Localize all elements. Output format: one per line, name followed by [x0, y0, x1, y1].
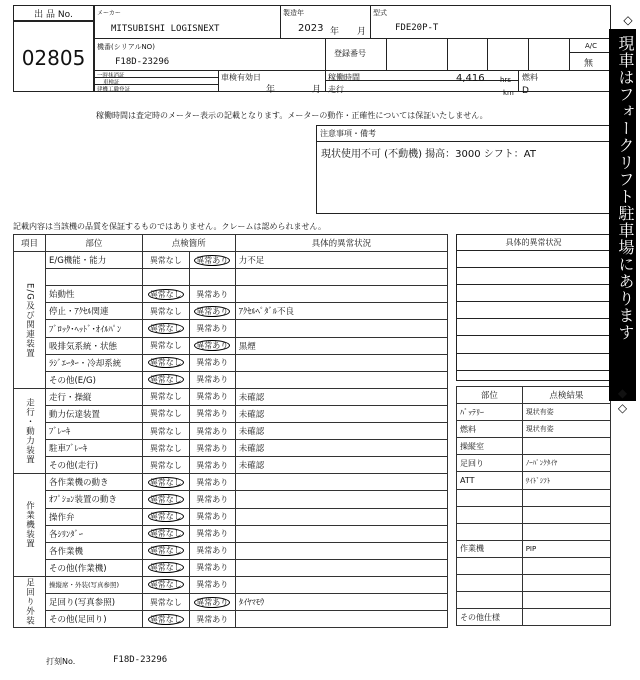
result-row	[457, 575, 611, 592]
cert-vehicle: 車検証	[103, 80, 120, 86]
check-ng-label: 異常あり	[196, 597, 229, 607]
result-part	[457, 575, 523, 592]
fuel-label: 燃料	[522, 73, 538, 82]
result-part: ﾊﾞｯﾃﾘｰ	[457, 404, 523, 421]
check-ok	[142, 320, 189, 337]
detail	[235, 542, 447, 559]
part-name: 各作業機の動き	[45, 474, 142, 491]
detail: 未確認	[235, 457, 447, 474]
table-row	[14, 388, 448, 405]
table-row	[14, 337, 448, 354]
result-row	[457, 557, 611, 574]
result-row	[457, 421, 611, 438]
check-ok	[142, 593, 189, 610]
detail-line	[456, 353, 611, 370]
check-ok-label: 異常なし	[149, 409, 182, 419]
check-ng-label: 異常あり	[196, 546, 229, 556]
part-name	[45, 269, 142, 286]
check-ok	[142, 474, 189, 491]
result-row	[457, 523, 611, 540]
header-details: 具体的異常状況	[235, 235, 447, 252]
table-row	[14, 491, 448, 508]
result-value: ｻｲﾄﾞｼﾌﾄ	[522, 472, 610, 489]
detail-line	[456, 370, 611, 387]
table-row	[14, 508, 448, 525]
result-part: 足回り	[457, 455, 523, 472]
part-name: ﾌﾞﾛｯｸ･ﾍｯﾄﾞ･ｵｲﾙﾊﾟﾝ	[45, 320, 142, 337]
diamond-bottom-2: ◇	[617, 401, 628, 415]
notes-label: 注意事項・備考	[320, 129, 376, 138]
quality-disclaimer: 記載内容は当該機の品質を保証するものではありません。クレームは認められません。	[13, 222, 326, 231]
result-value	[522, 489, 610, 506]
check-ng	[189, 525, 235, 542]
check-ng	[189, 576, 235, 593]
table-row	[14, 269, 448, 286]
check-ng	[189, 593, 235, 610]
check-ok	[142, 388, 189, 405]
stamp-label: 打刻No.	[46, 657, 76, 666]
reg-label: 登録番号	[334, 49, 366, 58]
table-row	[14, 405, 448, 422]
table-row	[14, 286, 448, 303]
check-ng-label: 異常あり	[196, 460, 229, 470]
check-ng-label: 異常あり	[196, 358, 229, 368]
part-name: 各作業機	[45, 542, 142, 559]
result-value: ﾉｰﾊﾟﾝｸﾀｲﾔ	[522, 455, 610, 472]
check-ng-label: 異常あり	[196, 529, 229, 539]
result-row	[457, 404, 611, 421]
detail	[235, 525, 447, 542]
check-ng	[189, 286, 235, 303]
result-value	[522, 592, 610, 609]
check-ng	[189, 269, 235, 286]
check-ok	[142, 286, 189, 303]
check-ok	[142, 525, 189, 542]
table-header-row	[14, 235, 448, 252]
table-row	[14, 542, 448, 559]
result-part: 作業機	[457, 540, 523, 557]
check-ok-label: 異常なし	[149, 341, 182, 351]
check-ng	[189, 491, 235, 508]
check-ok	[142, 611, 189, 628]
side-banner	[609, 29, 636, 401]
check-ng	[189, 371, 235, 388]
check-ok-label: 異常なし	[149, 494, 182, 504]
result-row	[457, 540, 611, 557]
km-label: 走行	[328, 85, 344, 94]
part-name: 始動性	[45, 286, 142, 303]
check-ok-label: 異常なし	[149, 306, 182, 316]
group-label: 作業機装置	[14, 474, 46, 577]
check-ng-label: 異常あり	[196, 580, 229, 590]
detail	[235, 269, 447, 286]
result-value: PIP	[522, 540, 610, 557]
diamond-top: ◇	[623, 13, 633, 27]
check-ng-label: 異常あり	[196, 614, 229, 624]
check-ok	[142, 371, 189, 388]
result-value	[522, 609, 610, 626]
detail: 力不足	[235, 252, 447, 269]
part-name: その他(走行)	[45, 457, 142, 474]
check-ok-label: 異常なし	[149, 358, 182, 368]
part-name: 足回り(写真参照)	[45, 593, 142, 610]
check-ng	[189, 440, 235, 457]
group-label: 足回り外装	[14, 576, 46, 627]
lot-number: 02805	[21, 46, 86, 70]
result-header-result: 点検結果	[522, 387, 610, 404]
year-unit: 年	[330, 27, 340, 37]
diamond-bottom-1: ◆	[617, 386, 628, 400]
check-ng-label: 異常あり	[196, 512, 229, 522]
check-ng-label: 異常あり	[196, 255, 229, 265]
year-label: 製造年	[283, 9, 304, 17]
result-row	[457, 592, 611, 609]
check-ok-label: 異常なし	[149, 580, 182, 590]
check-ng-label: 異常あり	[196, 375, 229, 385]
check-ng-label: 異常あり	[196, 477, 229, 487]
part-name: その他(E/G)	[45, 371, 142, 388]
detail-line	[456, 250, 611, 267]
part-name: ｵﾌﾟｼｮﾝ装置の動き	[45, 491, 142, 508]
model-value: FDE20P-T	[395, 23, 439, 33]
check-ng	[189, 388, 235, 405]
table-row	[14, 354, 448, 371]
check-ok-label: 異常なし	[149, 563, 182, 573]
detail-line	[456, 284, 611, 301]
check-ng	[189, 354, 235, 371]
result-value	[522, 438, 610, 455]
hours-label: 稼働時間	[328, 73, 360, 82]
serial-value: F18D-23296	[115, 57, 170, 67]
table-row	[14, 593, 448, 610]
insp-month-unit: 月	[312, 85, 322, 95]
check-ok	[142, 576, 189, 593]
check-ng	[189, 337, 235, 354]
cert-temp-cancel: 一時抹消証	[97, 73, 125, 79]
check-ng-label: 異常あり	[196, 563, 229, 573]
check-ng-label: 異常あり	[196, 443, 229, 453]
check-ok-label: 異常なし	[149, 460, 182, 470]
result-row	[457, 438, 611, 455]
result-part	[457, 592, 523, 609]
result-part: その他仕様	[457, 609, 523, 626]
result-value	[522, 506, 610, 523]
check-ok-label: 異常なし	[149, 512, 182, 522]
check-ok-label: 異常なし	[149, 477, 182, 487]
part-name: その他(足回り)	[45, 611, 142, 628]
check-ok-label: 異常なし	[149, 614, 182, 624]
check-ng	[189, 457, 235, 474]
stamp-value: F18D-23296	[113, 655, 168, 665]
detail: 未確認	[235, 405, 447, 422]
check-ng	[189, 252, 235, 269]
header-item: 項目	[14, 235, 46, 252]
detail	[235, 559, 447, 576]
table-row	[14, 423, 448, 440]
group-label: E/G及び関連装置	[14, 252, 46, 389]
part-name: 動力伝達装置	[45, 405, 142, 422]
check-ok-label: 異常なし	[149, 255, 182, 265]
result-row	[457, 506, 611, 523]
result-part	[457, 506, 523, 523]
check-ng-label: 異常あり	[196, 306, 229, 316]
detail: 未確認	[235, 388, 447, 405]
part-name: 操縦席・外装(写真参照)	[45, 576, 142, 593]
detail	[235, 491, 447, 508]
notes-text: 現状使用不可 (不動機) 揚高：3000 シフト：AT	[321, 149, 536, 160]
cert-construction: 建機工職登証	[97, 87, 131, 93]
detail: 黒煙	[235, 337, 447, 354]
detail-line	[456, 267, 611, 284]
detail-line	[456, 335, 611, 352]
result-part: 操縦室	[457, 438, 523, 455]
check-ok-label: 異常なし	[149, 392, 182, 402]
detail-line	[456, 301, 611, 318]
table-row	[14, 559, 448, 576]
check-ng-label: 異常あり	[196, 426, 229, 436]
header-part: 部位	[45, 235, 142, 252]
check-ok-label: 異常なし	[149, 375, 182, 385]
detail	[235, 611, 447, 628]
side-banner-text: 現車はフォークリフト駐車場にあります	[616, 35, 635, 341]
check-ng	[189, 611, 235, 628]
detail	[235, 354, 447, 371]
check-ok	[142, 457, 189, 474]
result-value: 現状有姿	[522, 404, 610, 421]
ac-label: A/C	[585, 42, 598, 50]
month-unit: 月	[357, 27, 367, 37]
detail	[235, 576, 447, 593]
table-row	[14, 320, 448, 337]
detail: ﾀｲﾔﾏﾓｳ	[235, 593, 447, 610]
detail-line	[456, 318, 611, 335]
check-ok-label: 異常なし	[149, 529, 182, 539]
lot-label: 出 品 No.	[34, 10, 73, 20]
part-name: ﾗｼﾞｴｰﾀｰ・冷却系統	[45, 354, 142, 371]
hours-value: 4,416	[456, 73, 485, 84]
result-value	[522, 523, 610, 540]
part-name: 操作弁	[45, 508, 142, 525]
maker-label: メーカー	[97, 10, 121, 17]
serial-label: 機番(シリアルNO)	[97, 43, 155, 51]
insp-year-unit: 年	[266, 85, 276, 95]
check-ok-label: 異常なし	[149, 546, 182, 556]
check-ok	[142, 269, 189, 286]
inspection-table	[13, 234, 448, 628]
result-part	[457, 523, 523, 540]
check-ng	[189, 320, 235, 337]
check-ok	[142, 508, 189, 525]
check-ok	[142, 559, 189, 576]
check-ok	[142, 405, 189, 422]
check-ok	[142, 303, 189, 320]
check-ng	[189, 542, 235, 559]
part-name: その他(作業機)	[45, 559, 142, 576]
check-ok	[142, 354, 189, 371]
check-ng	[189, 508, 235, 525]
result-part: ATT	[457, 472, 523, 489]
check-ok-label: 異常なし	[149, 443, 182, 453]
part-name: 各ｼﾘﾝﾀﾞｰ	[45, 525, 142, 542]
result-value: 現状有姿	[522, 421, 610, 438]
table-row	[14, 576, 448, 593]
check-ng-label: 異常あり	[196, 409, 229, 419]
check-ok	[142, 337, 189, 354]
check-ok	[142, 491, 189, 508]
result-value	[522, 575, 610, 592]
km-unit: km	[503, 89, 514, 97]
part-name: ﾌﾞﾚｰｷ	[45, 423, 142, 440]
check-ng-label: 異常あり	[196, 289, 229, 299]
ac-value: 無	[584, 59, 594, 69]
check-ng	[189, 474, 235, 491]
result-part: 燃料	[457, 421, 523, 438]
check-ng	[189, 303, 235, 320]
fuel-value: D	[522, 86, 529, 96]
model-label: 型式	[373, 9, 387, 17]
result-row	[457, 472, 611, 489]
result-row	[457, 609, 611, 626]
detail	[235, 371, 447, 388]
check-ok-label: 異常なし	[149, 289, 182, 299]
group-label: 走行・動力装置	[14, 388, 46, 473]
check-ng	[189, 405, 235, 422]
check-ok	[142, 252, 189, 269]
check-ok-label: 異常なし	[149, 324, 182, 334]
table-row	[14, 371, 448, 388]
result-row	[457, 489, 611, 506]
check-ng-label: 異常あり	[196, 324, 229, 334]
hours-disclaimer: 稼働時間は査定時のメーター表示の記載となります。メーターの動作・正確性については保証いたしません。	[96, 111, 488, 120]
check-ok	[142, 423, 189, 440]
table-row	[14, 252, 448, 269]
part-name: 駐車ﾌﾞﾚｰｷ	[45, 440, 142, 457]
table-row	[14, 303, 448, 320]
inspection-label: 車検有効日	[221, 73, 261, 82]
part-name: 停止・ｱｸｾﾙ関連	[45, 303, 142, 320]
detail: 未確認	[235, 423, 447, 440]
table-row	[14, 474, 448, 491]
maker-value: MITSUBISHI LOGISNEXT	[111, 24, 220, 34]
part-name: 吸排気系統・状態	[45, 337, 142, 354]
check-ok	[142, 542, 189, 559]
result-value	[522, 557, 610, 574]
detail	[235, 320, 447, 337]
header-check: 点検箇所	[142, 235, 235, 252]
check-ng-label: 異常あり	[196, 392, 229, 402]
hours-unit: hrs	[500, 76, 511, 84]
table-row	[14, 611, 448, 628]
check-ok-label: 異常なし	[149, 597, 182, 607]
result-row	[457, 455, 611, 472]
spec-result-table	[456, 386, 611, 626]
check-ng	[189, 559, 235, 576]
part-name: E/G機能・能力	[45, 252, 142, 269]
detail	[235, 286, 447, 303]
table-row	[14, 440, 448, 457]
check-ng-label: 異常あり	[196, 341, 229, 351]
detail	[235, 474, 447, 491]
check-ng	[189, 423, 235, 440]
detail: ｱｸｾﾙﾍﾟﾀﾞﾙ不良	[235, 303, 447, 320]
check-ng-label: 異常あり	[196, 494, 229, 504]
check-ok	[142, 440, 189, 457]
table-row	[14, 525, 448, 542]
result-header-part: 部位	[457, 387, 523, 404]
table-row	[14, 457, 448, 474]
check-ok-label: 異常なし	[149, 426, 182, 436]
right-details-header: 具体的異常状況	[505, 238, 562, 247]
result-part	[457, 557, 523, 574]
year-value: 2023	[298, 23, 324, 34]
result-part	[457, 489, 523, 506]
detail: 未確認	[235, 440, 447, 457]
part-name: 走行・操縦	[45, 388, 142, 405]
detail	[235, 508, 447, 525]
